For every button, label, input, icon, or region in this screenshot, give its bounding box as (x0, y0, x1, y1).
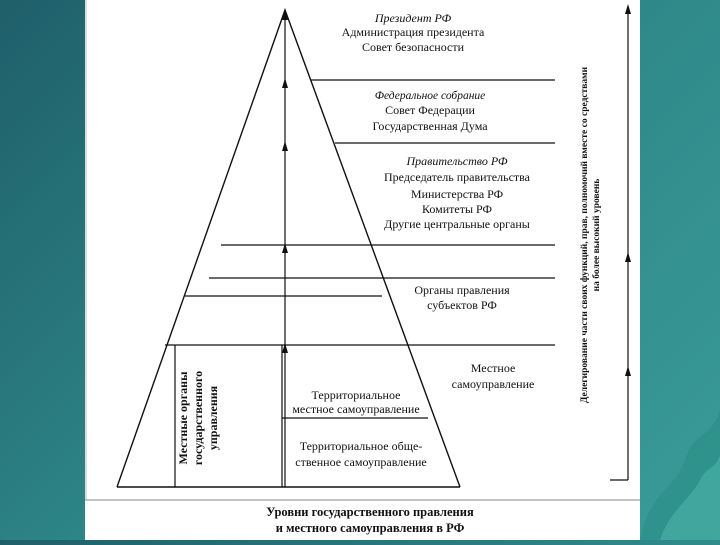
slide (85, 0, 640, 540)
public-line: Территориальное обще- (299, 439, 423, 453)
territorial-line: местное самоуправление (292, 402, 420, 416)
arrow-up-icon (625, 252, 631, 262)
government-line: Комитеты РФ (421, 202, 493, 216)
territorial-line: Территориальное (311, 388, 401, 402)
president-title: Президент РФ (374, 11, 452, 25)
federal-assembly-line: Государственная Дума (372, 119, 488, 133)
government-line: Другие центральные органы (384, 217, 530, 231)
government-line: Председатель правительства (383, 170, 531, 184)
local-state-line: Местные органы (176, 371, 190, 465)
arrow-up-icon (625, 4, 631, 14)
local-label-line: самоуправление (451, 377, 535, 391)
decorative-wave (630, 370, 720, 540)
subjects-line: субъектов РФ (427, 298, 497, 312)
government-title: Правительство РФ (406, 154, 508, 168)
delegation-label-line: Делегирование части своих функций, прав, полномочий вместе со средствами (580, 66, 590, 404)
caption-line: Уровни государственного правления (266, 505, 474, 519)
local-state-line: управления (206, 385, 220, 451)
president-line: Администрация президента (341, 25, 485, 39)
government-line: Министерства РФ (410, 187, 504, 201)
arrow-up-icon (282, 141, 288, 151)
arrow-up-icon (282, 78, 288, 88)
subjects-line: Органы правления (414, 283, 510, 297)
president-line: Совет безопасности (361, 40, 465, 54)
local-label-line: Местное (470, 361, 516, 375)
caption-line: и местного самоуправления в РФ (275, 521, 465, 535)
local-state-line: государственного (191, 370, 205, 466)
delegation-label-line: на более высокий уровень (592, 178, 602, 292)
federal-assembly-title: Федеральное собрание (374, 90, 486, 102)
pyramid-diagram (85, 0, 640, 540)
public-line: ственное самоуправление (295, 455, 427, 469)
federal-assembly-line: Совет Федерации (385, 103, 475, 117)
